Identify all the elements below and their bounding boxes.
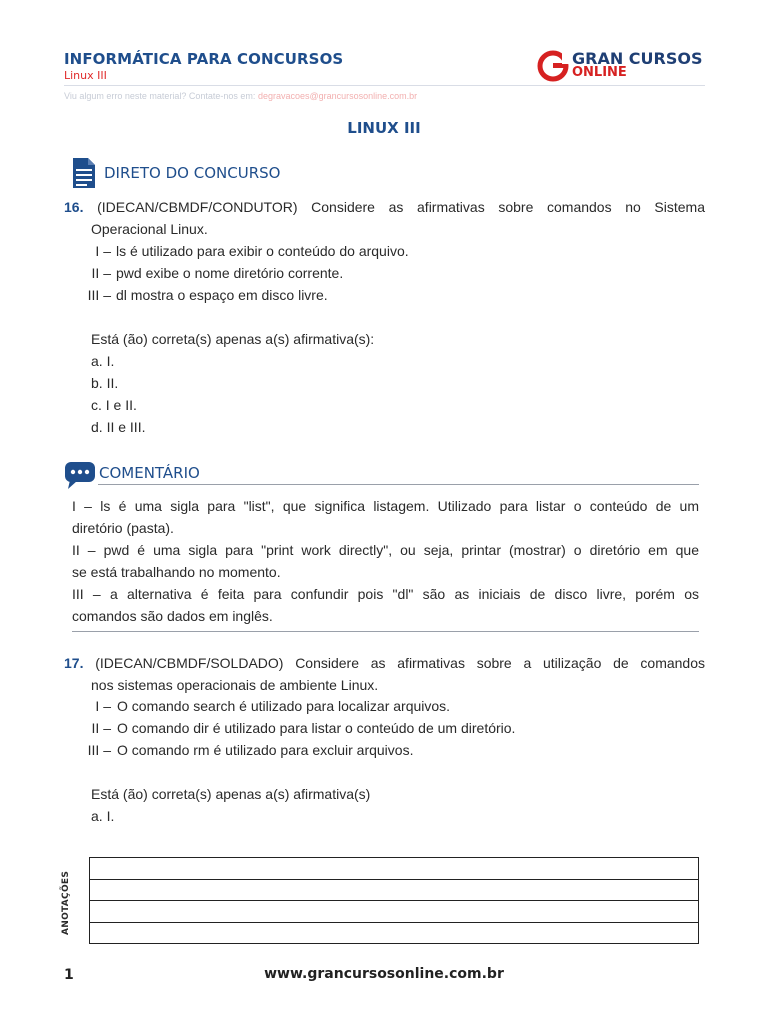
header-divider — [64, 85, 705, 86]
notes-box[interactable] — [89, 857, 699, 944]
question-16-line1 — [64, 198, 705, 216]
question-text: (IDECAN/CBMDF/SOLDADO) Considere as afirmativas sobre a utilização de comandos — [95, 655, 705, 671]
option-d[interactable]: d. II e III. — [91, 419, 146, 435]
comment-line: I – ls é uma sigla para "list", que significa listagem. Utilizado para listar o conteúdo de um — [72, 498, 699, 514]
question-number: 16. — [64, 199, 84, 215]
question-17-line2: nos sistemas operacionais de ambiente Linux. — [91, 677, 379, 693]
question-number: 17. — [64, 655, 84, 671]
question-prompt: Está (ão) correta(s) apenas a(s) afirmativa(s): — [91, 331, 375, 347]
notes-line[interactable] — [90, 901, 698, 923]
logo-text-line1: GRAN CURSOS — [572, 49, 703, 68]
item-text: ls é utilizado para exibir o conteúdo do arquivo. — [116, 243, 409, 259]
item-roman: II – — [91, 720, 111, 736]
item-roman: III – — [87, 742, 111, 758]
notes-label: ANOTAÇÕES — [61, 870, 71, 935]
notes-line[interactable] — [90, 858, 698, 880]
item-text: pwd exibe o nome diretório corrente. — [116, 265, 344, 281]
footer-url[interactable]: www.grancursosonline.com.br — [264, 966, 504, 982]
item-roman: II – — [91, 265, 111, 281]
option-b[interactable]: b. II. — [91, 375, 119, 391]
header-title: INFORMÁTICA PARA CONCURSOS — [64, 50, 344, 68]
comment-line: III – a alternativa é feita para confundir pois "dl" são as iniciais de disco livre, porém os — [72, 586, 699, 602]
error-report-note — [64, 91, 417, 101]
error-report-text: Viu algum erro neste material? Contate-nos em: — [64, 91, 256, 101]
notes-line[interactable] — [90, 923, 698, 945]
question-16-line2: Operacional Linux. — [91, 221, 208, 237]
section-heading: COMENTÁRIO — [99, 464, 200, 482]
comment-bubble-icon — [64, 460, 96, 490]
question-17-line1 — [64, 654, 705, 672]
logo-g-icon — [537, 50, 569, 82]
item-text: dl mostra o espaço em disco livre. — [116, 287, 328, 303]
comment-line: II – pwd é uma sigla para "print work directly", ou seja, printar (mostrar) o diretório em que — [72, 542, 699, 558]
question-prompt: Está (ão) correta(s) apenas a(s) afirmativa(s) — [91, 786, 371, 802]
section-heading: DIRETO DO CONCURSO — [104, 164, 281, 182]
notes-line[interactable] — [90, 880, 698, 902]
comment-end-divider — [72, 631, 699, 632]
comment-line: se está trabalhando no momento. — [72, 564, 281, 580]
item-text: O comando rm é utilizado para excluir arquivos. — [117, 742, 414, 758]
comment-divider — [98, 484, 699, 485]
comment-line: diretório (pasta). — [72, 520, 174, 536]
item-roman: III – — [87, 287, 111, 303]
question-text: (IDECAN/CBMDF/CONDUTOR) Considere as afirmativas sobre comandos no Sistema — [97, 199, 706, 215]
option-a[interactable]: a. I. — [91, 353, 115, 369]
option-c[interactable]: c. I e II. — [91, 397, 137, 413]
logo-text-line2: ONLINE — [572, 65, 627, 80]
document-icon — [64, 157, 98, 189]
item-text: O comando dir é utilizado para listar o conteúdo de um diretório. — [117, 720, 516, 736]
item-text: O comando search é utilizado para localizar arquivos. — [117, 698, 451, 714]
header-subtitle: Linux III — [64, 69, 107, 82]
page-title: LINUX III — [347, 119, 421, 137]
page-number: 1 — [64, 967, 74, 983]
error-report-email[interactable]: degravacoes@grancursosonline.com.br — [257, 91, 418, 101]
option-a[interactable]: a. I. — [91, 808, 115, 824]
gran-cursos-logo — [537, 48, 709, 84]
item-roman: I – — [95, 698, 111, 714]
item-roman: I – — [95, 243, 111, 259]
comment-line: comandos são dados em inglês. — [72, 608, 273, 624]
